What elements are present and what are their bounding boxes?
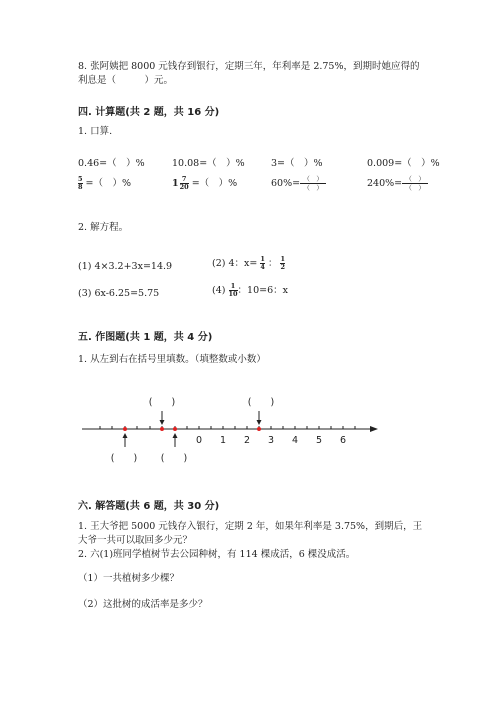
fraction: $\frac{7}{20}$ [179,175,189,191]
calc-item-6: 1 $\frac{7}{20}$ =（ ）% [172,175,238,191]
section5-q1: 1. 从左到右在括号里填数。（填整数或小数） [78,354,266,365]
blank-fraction: （ ） （ ） [402,176,428,191]
equation-4: (4) $\frac{1}{10}$ ：10=6：x [212,282,288,298]
calc-item-1: 0.46=（ ）% [78,158,145,169]
equation-1: (1) 4×3.2+3x=14.9 [78,261,173,272]
answer-paren: ( ) [110,453,138,464]
section6-q2-part1: （1）一共植树多少棵？ [78,573,180,584]
answer-paren: ( ) [148,397,176,408]
answer-paren: ( ) [160,453,188,464]
tick-label-4: 4 [291,435,299,446]
tick-label-5: 5 [315,435,323,446]
section6-q2-part2: （2）这批树的成活率是多少？ [78,599,208,610]
calc-item-2: 10.08=（ ）% [172,158,245,169]
section4-title: 四. 计算题(共 2 题，共 16 分) [78,107,220,118]
calc-item-4: 0.009=（ ）% [367,158,440,169]
calc-item-5: $\frac{5}{8}$ =（ ）% [78,175,132,191]
answer-paren: ( ) [247,397,275,408]
equation-3: (3) 6x-6.25=5.75 [78,288,160,299]
fraction: $\frac{1}{10}$ [228,282,238,298]
q8-line1: 8. 张阿姨把 8000 元钱存到银行，定期三年，年利率是 2.75%，到期时她应得的 [78,61,420,72]
tick-label-0: 0 [195,435,203,446]
arrow-head-icon [370,426,378,432]
section6-title: 六. 解答题(共 6 题，共 30 分) [78,501,220,512]
tick-label-3: 3 [267,435,275,446]
red-point [123,427,127,431]
tick-label-6: 6 [339,435,347,446]
red-point [173,427,177,431]
number-line-figure [0,385,500,475]
calc-item-7: 60%= （ ） （ ） [271,176,326,191]
fraction: $\frac{5}{8}$ [78,175,83,191]
section6-q2: 2. 六(1)班同学植树节去公园种树，有 114 棵成活，6 棵没成活。 [78,549,356,560]
red-point [160,427,164,431]
equation-2: (2) 4：x= $\frac{1}{4}$ ： $\frac{1}{2}$ [212,255,286,271]
tick-label-2: 2 [243,435,251,446]
tick-label-1: 1 [219,435,227,446]
section6-q1-line1: 1. 王大爷把 5000 元钱存入银行，定期 2 年，如果年利率是 3.75%，到期后，王 [78,521,423,532]
calc-item-3: 3=（ ）% [271,158,323,169]
fraction: $\frac{1}{2}$ [280,255,286,271]
calc-item-8: 240%= （ ） （ ） [367,176,428,191]
section5-title: 五. 作图题(共 1 题，共 4 分) [78,332,213,343]
section6-q1-line2: 大爷一共可以取回多少元？ [78,535,193,546]
section4-q2-label: 2. 解方程。 [78,222,129,233]
red-point [257,427,261,431]
q8-line2: 利息是（ ）元。 [78,75,174,86]
fraction: $\frac{1}{4}$ [260,255,265,271]
section4-q1-label: 1. 口算. [78,126,113,137]
blank-fraction: （ ） （ ） [300,176,326,191]
